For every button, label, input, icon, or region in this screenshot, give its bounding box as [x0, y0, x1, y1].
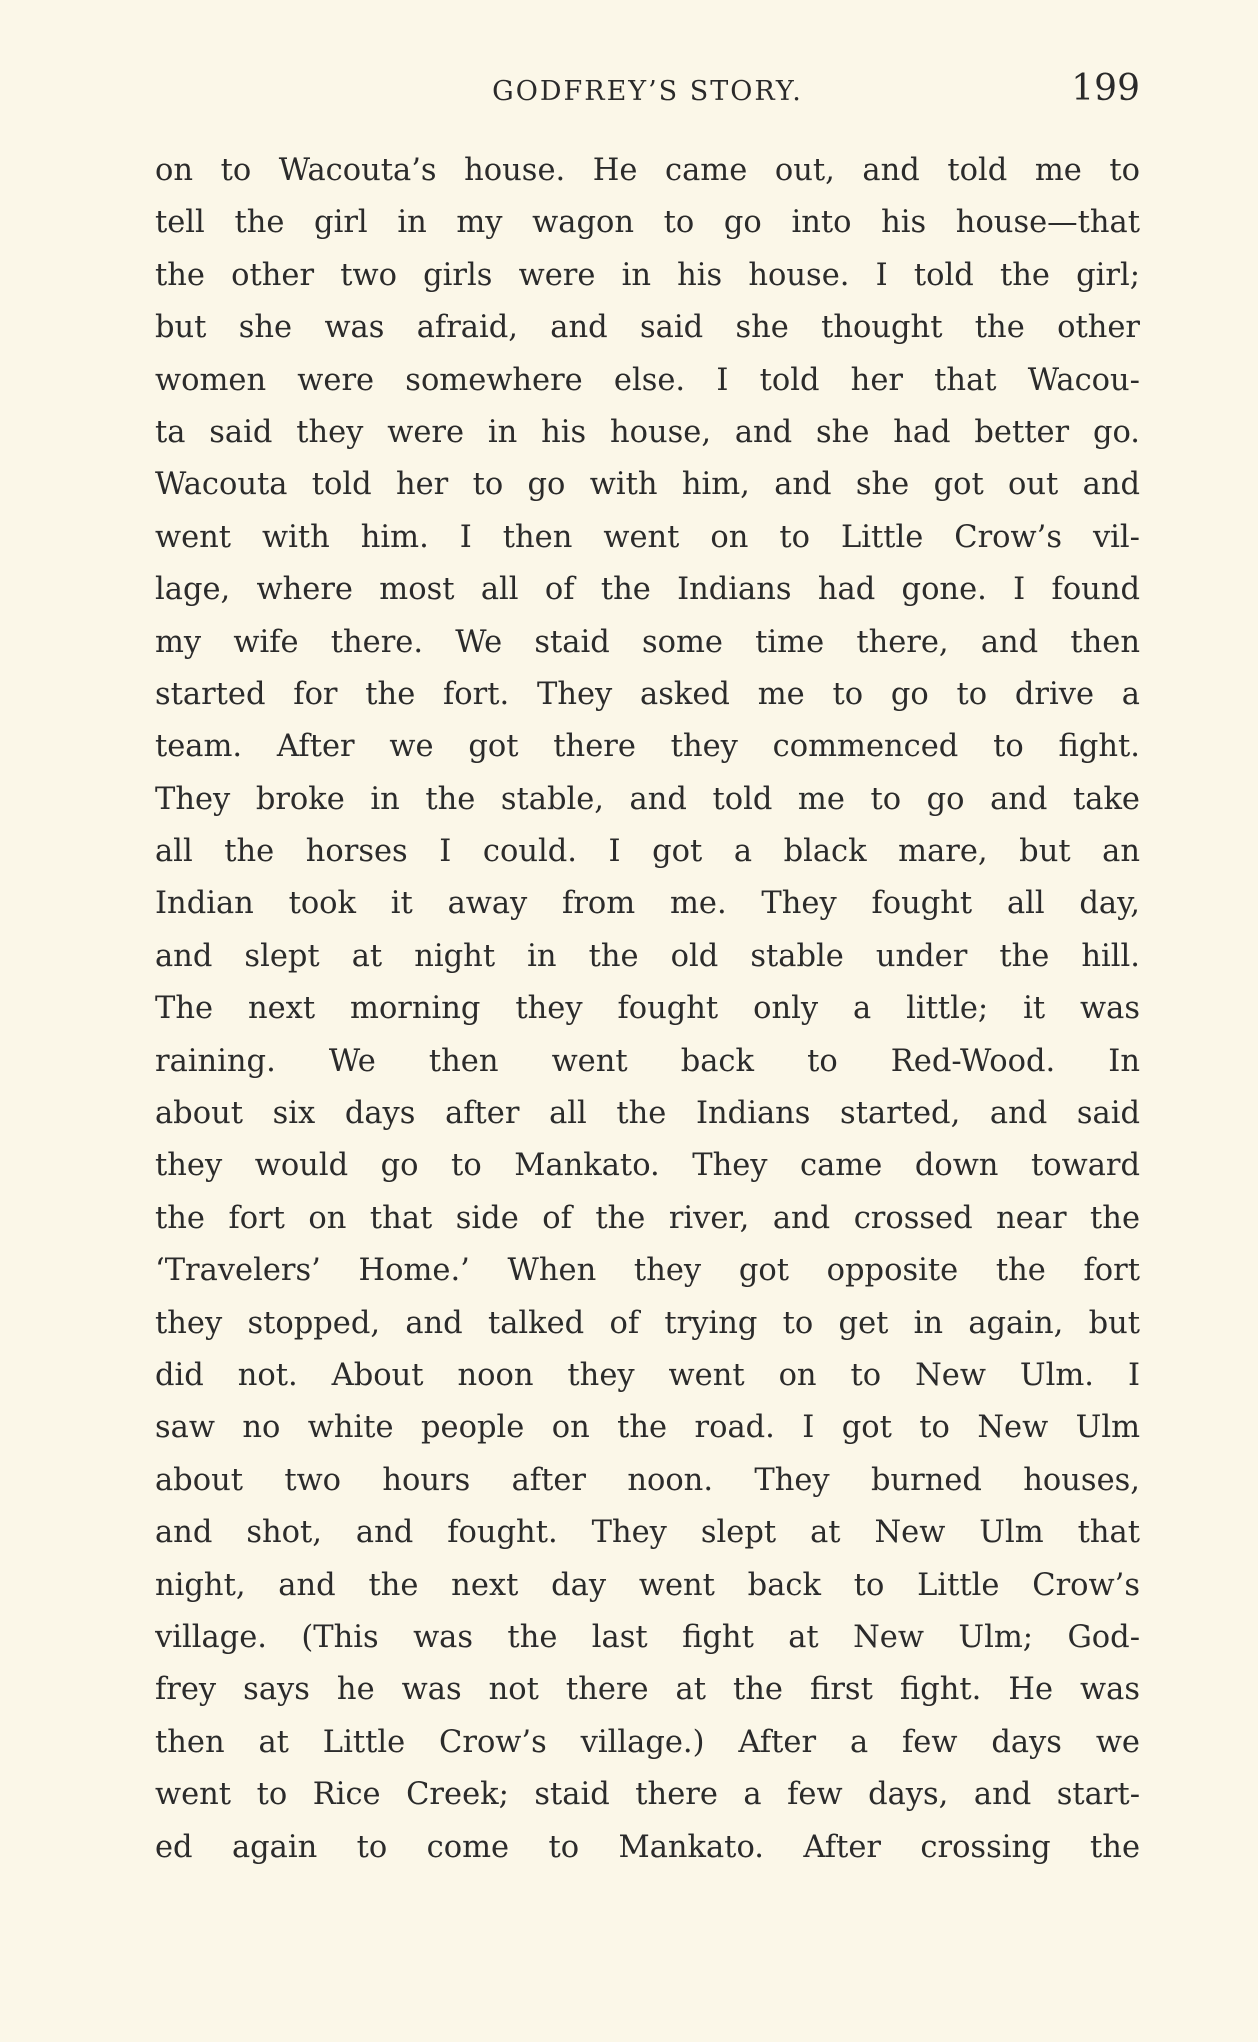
text-line: night, and the next day went back to Little Crow’s: [155, 1567, 1140, 1603]
text-line: the other two girls were in his house. I told the girl;: [155, 257, 1140, 293]
text-line: started for the fort. They asked me to go to drive a: [155, 676, 1140, 712]
text-line: saw no white people on the road. I got to New Ulm: [155, 1410, 1140, 1446]
page-header: [155, 64, 1140, 124]
text-line: The next morning they fought only a little; it was: [155, 991, 1140, 1027]
text-line: about six days after all the Indians started, and said: [155, 1096, 1140, 1132]
text-line: raining. We then went back to Red-Wood. In: [155, 1043, 1140, 1079]
text-line: and shot, and fought. They slept at New Ulm that: [155, 1515, 1140, 1551]
text-line: lage, where most all of the Indians had gone. I found: [155, 572, 1140, 608]
text-line: my wife there. We staid some time there, and then: [155, 624, 1140, 660]
text-line: ‘Travelers’ Home.’ When they got opposite the fort: [155, 1253, 1140, 1289]
text-line: the fort on that side of the river, and crossed near the: [155, 1200, 1140, 1236]
text-line: Indian took it away from me. They fought all day,: [155, 886, 1140, 922]
text-line: then at Little Crow’s village.) After a few days we: [155, 1724, 1140, 1760]
text-line: and slept at night in the old stable under the hill.: [155, 938, 1140, 974]
text-line: team. After we got there they commenced to fight.: [155, 729, 1140, 765]
text-line: ta said they were in his house, and she had better go.: [155, 414, 1140, 450]
text-line: village. (This was the last fight at New Ulm; God-: [155, 1619, 1140, 1655]
text-line: all the horses I could. I got a black mare, but an: [155, 834, 1140, 870]
text-line: tell the girl in my wagon to go into his house—that: [155, 205, 1140, 241]
text-line: on to Wacouta’s house. He came out, and told me to: [155, 153, 1140, 188]
body-text: [155, 145, 1140, 1874]
text-line: they stopped, and talked of trying to get in again, but: [155, 1305, 1140, 1341]
text-line: Wacouta told her to go with him, and she got out and: [155, 467, 1140, 503]
text-line: did not. About noon they went on to New Ulm. I: [155, 1357, 1140, 1393]
text-line: went to Rice Creek; staid there a few days, and start-: [155, 1777, 1140, 1813]
text-line: frey says he was not there at the first fight. He was: [155, 1672, 1140, 1708]
text-line: they would go to Mankato. They came down toward: [155, 1148, 1140, 1184]
running-head: GODFREY’S STORY.: [492, 76, 803, 107]
page-number: 199: [1071, 68, 1140, 109]
text-line: ed again to come to Mankato. After crossing the: [155, 1829, 1140, 1865]
text-line: They broke in the stable, and told me to go and take: [155, 781, 1140, 817]
text-line: about two hours after noon. They burned houses,: [155, 1462, 1140, 1498]
text-line: women were somewhere else. I told her that Wacou-: [155, 362, 1140, 398]
text-line: but she was afraid, and said she thought the other: [155, 310, 1140, 346]
text-line: went with him. I then went on to Little Crow’s vil-: [155, 519, 1140, 555]
